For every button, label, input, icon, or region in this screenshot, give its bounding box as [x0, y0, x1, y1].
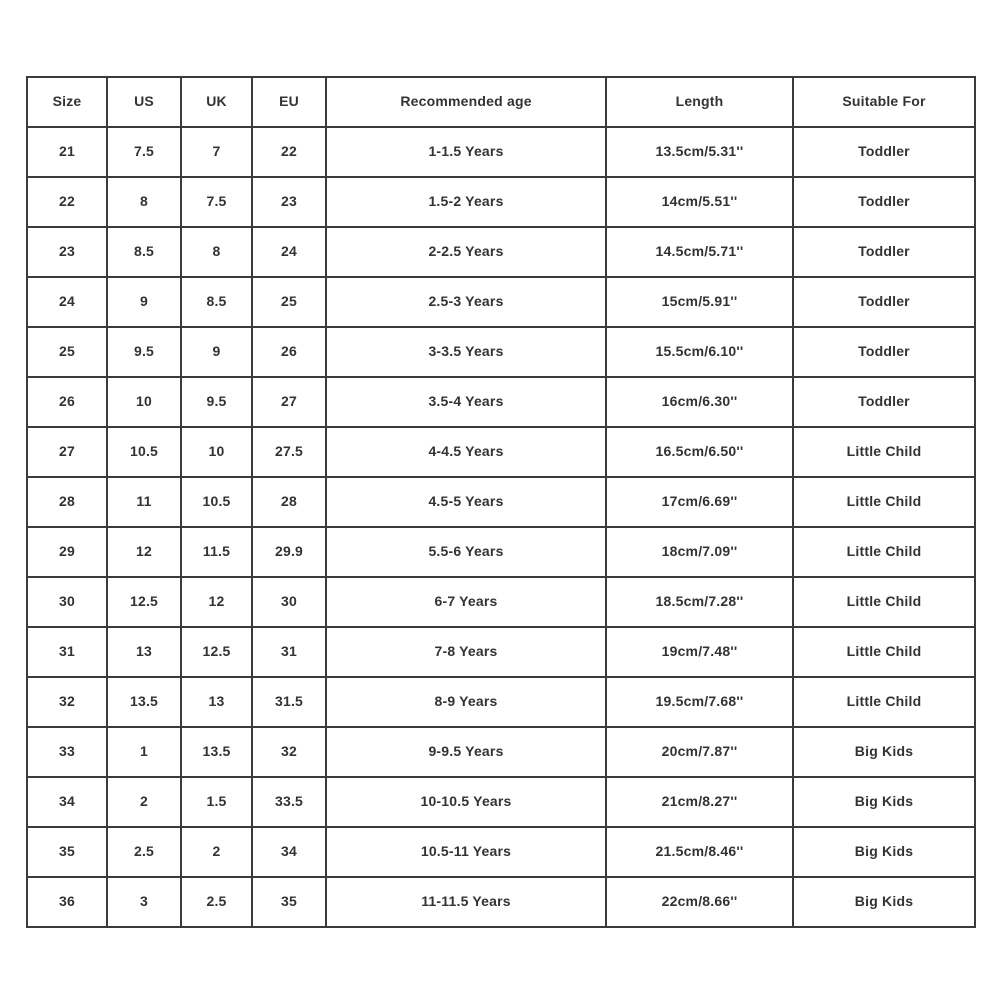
cell-us: 12 — [107, 527, 181, 577]
cell-size: 26 — [27, 377, 107, 427]
cell-us: 11 — [107, 477, 181, 527]
cell-suitable-for: Toddler — [793, 227, 975, 277]
cell-eu: 30 — [252, 577, 326, 627]
table-row — [27, 577, 975, 627]
cell-recommended-age: 11-11.5 Years — [326, 877, 606, 927]
cell-recommended-age: 1-1.5 Years — [326, 127, 606, 177]
table-row — [27, 277, 975, 327]
cell-eu: 34 — [252, 827, 326, 877]
cell-uk: 9.5 — [181, 377, 252, 427]
cell-size: 32 — [27, 677, 107, 727]
table-row — [27, 127, 975, 177]
cell-suitable-for: Big Kids — [793, 827, 975, 877]
cell-size: 36 — [27, 877, 107, 927]
table-header — [27, 77, 975, 127]
column-header-us: US — [107, 77, 181, 127]
cell-us: 13 — [107, 627, 181, 677]
cell-us: 10 — [107, 377, 181, 427]
cell-uk: 13 — [181, 677, 252, 727]
cell-eu: 27 — [252, 377, 326, 427]
cell-length: 14cm/5.51'' — [606, 177, 793, 227]
cell-size: 24 — [27, 277, 107, 327]
table-row — [27, 377, 975, 427]
cell-suitable-for: Little Child — [793, 427, 975, 477]
table-row — [27, 777, 975, 827]
cell-suitable-for: Big Kids — [793, 777, 975, 827]
cell-length: 21.5cm/8.46'' — [606, 827, 793, 877]
cell-uk: 12 — [181, 577, 252, 627]
cell-size: 22 — [27, 177, 107, 227]
cell-recommended-age: 10.5-11 Years — [326, 827, 606, 877]
cell-uk: 13.5 — [181, 727, 252, 777]
column-header-recommended-age: Recommended age — [326, 77, 606, 127]
column-header-uk: UK — [181, 77, 252, 127]
column-header-length: Length — [606, 77, 793, 127]
table-row — [27, 677, 975, 727]
cell-recommended-age: 7-8 Years — [326, 627, 606, 677]
cell-uk: 9 — [181, 327, 252, 377]
cell-size: 28 — [27, 477, 107, 527]
cell-length: 22cm/8.66'' — [606, 877, 793, 927]
cell-eu: 23 — [252, 177, 326, 227]
cell-us: 10.5 — [107, 427, 181, 477]
cell-uk: 1.5 — [181, 777, 252, 827]
cell-eu: 33.5 — [252, 777, 326, 827]
cell-size: 31 — [27, 627, 107, 677]
cell-length: 18.5cm/7.28'' — [606, 577, 793, 627]
cell-length: 16.5cm/6.50'' — [606, 427, 793, 477]
cell-uk: 7.5 — [181, 177, 252, 227]
table-row — [27, 877, 975, 927]
cell-us: 7.5 — [107, 127, 181, 177]
cell-uk: 2.5 — [181, 877, 252, 927]
cell-eu: 31 — [252, 627, 326, 677]
cell-suitable-for: Little Child — [793, 527, 975, 577]
cell-recommended-age: 4.5-5 Years — [326, 477, 606, 527]
cell-length: 19.5cm/7.68'' — [606, 677, 793, 727]
cell-suitable-for: Toddler — [793, 277, 975, 327]
cell-suitable-for: Toddler — [793, 127, 975, 177]
cell-us: 8.5 — [107, 227, 181, 277]
cell-us: 9 — [107, 277, 181, 327]
cell-us: 8 — [107, 177, 181, 227]
cell-size: 27 — [27, 427, 107, 477]
cell-us: 9.5 — [107, 327, 181, 377]
size-chart-table — [26, 76, 976, 928]
cell-eu: 35 — [252, 877, 326, 927]
cell-uk: 12.5 — [181, 627, 252, 677]
column-header-suitable-for: Suitable For — [793, 77, 975, 127]
table-row — [27, 727, 975, 777]
cell-eu: 26 — [252, 327, 326, 377]
cell-length: 15.5cm/6.10'' — [606, 327, 793, 377]
cell-length: 20cm/7.87'' — [606, 727, 793, 777]
cell-recommended-age: 8-9 Years — [326, 677, 606, 727]
cell-uk: 2 — [181, 827, 252, 877]
cell-recommended-age: 4-4.5 Years — [326, 427, 606, 477]
table-row — [27, 477, 975, 527]
cell-length: 15cm/5.91'' — [606, 277, 793, 327]
cell-size: 30 — [27, 577, 107, 627]
table-row — [27, 827, 975, 877]
cell-recommended-age: 2-2.5 Years — [326, 227, 606, 277]
table-row — [27, 427, 975, 477]
cell-suitable-for: Little Child — [793, 577, 975, 627]
cell-eu: 25 — [252, 277, 326, 327]
table-row — [27, 227, 975, 277]
cell-us: 2.5 — [107, 827, 181, 877]
cell-suitable-for: Toddler — [793, 377, 975, 427]
cell-us: 13.5 — [107, 677, 181, 727]
cell-suitable-for: Big Kids — [793, 877, 975, 927]
cell-size: 25 — [27, 327, 107, 377]
cell-suitable-for: Little Child — [793, 477, 975, 527]
cell-uk: 10.5 — [181, 477, 252, 527]
cell-us: 1 — [107, 727, 181, 777]
cell-size: 23 — [27, 227, 107, 277]
cell-us: 2 — [107, 777, 181, 827]
table-row — [27, 627, 975, 677]
cell-eu: 24 — [252, 227, 326, 277]
cell-size: 34 — [27, 777, 107, 827]
cell-uk: 7 — [181, 127, 252, 177]
cell-suitable-for: Toddler — [793, 177, 975, 227]
cell-recommended-age: 9-9.5 Years — [326, 727, 606, 777]
cell-suitable-for: Little Child — [793, 627, 975, 677]
cell-length: 21cm/8.27'' — [606, 777, 793, 827]
cell-recommended-age: 6-7 Years — [326, 577, 606, 627]
cell-recommended-age: 3.5-4 Years — [326, 377, 606, 427]
cell-length: 18cm/7.09'' — [606, 527, 793, 577]
cell-recommended-age: 2.5-3 Years — [326, 277, 606, 327]
cell-eu: 27.5 — [252, 427, 326, 477]
cell-size: 35 — [27, 827, 107, 877]
cell-us: 3 — [107, 877, 181, 927]
cell-recommended-age: 3-3.5 Years — [326, 327, 606, 377]
cell-suitable-for: Little Child — [793, 677, 975, 727]
cell-eu: 29.9 — [252, 527, 326, 577]
cell-length: 17cm/6.69'' — [606, 477, 793, 527]
cell-recommended-age: 5.5-6 Years — [326, 527, 606, 577]
cell-suitable-for: Big Kids — [793, 727, 975, 777]
cell-recommended-age: 10-10.5 Years — [326, 777, 606, 827]
cell-size: 29 — [27, 527, 107, 577]
cell-eu: 22 — [252, 127, 326, 177]
column-header-size: Size — [27, 77, 107, 127]
cell-uk: 8 — [181, 227, 252, 277]
cell-length: 13.5cm/5.31'' — [606, 127, 793, 177]
table-body — [27, 127, 975, 927]
cell-eu: 32 — [252, 727, 326, 777]
cell-length: 14.5cm/5.71'' — [606, 227, 793, 277]
header-row — [27, 77, 975, 127]
cell-uk: 10 — [181, 427, 252, 477]
table-row — [27, 177, 975, 227]
cell-suitable-for: Toddler — [793, 327, 975, 377]
cell-eu: 28 — [252, 477, 326, 527]
table-row — [27, 527, 975, 577]
cell-length: 19cm/7.48'' — [606, 627, 793, 677]
cell-length: 16cm/6.30'' — [606, 377, 793, 427]
column-header-eu: EU — [252, 77, 326, 127]
cell-recommended-age: 1.5-2 Years — [326, 177, 606, 227]
cell-uk: 11.5 — [181, 527, 252, 577]
cell-us: 12.5 — [107, 577, 181, 627]
cell-size: 33 — [27, 727, 107, 777]
cell-eu: 31.5 — [252, 677, 326, 727]
cell-size: 21 — [27, 127, 107, 177]
cell-uk: 8.5 — [181, 277, 252, 327]
table-row — [27, 327, 975, 377]
